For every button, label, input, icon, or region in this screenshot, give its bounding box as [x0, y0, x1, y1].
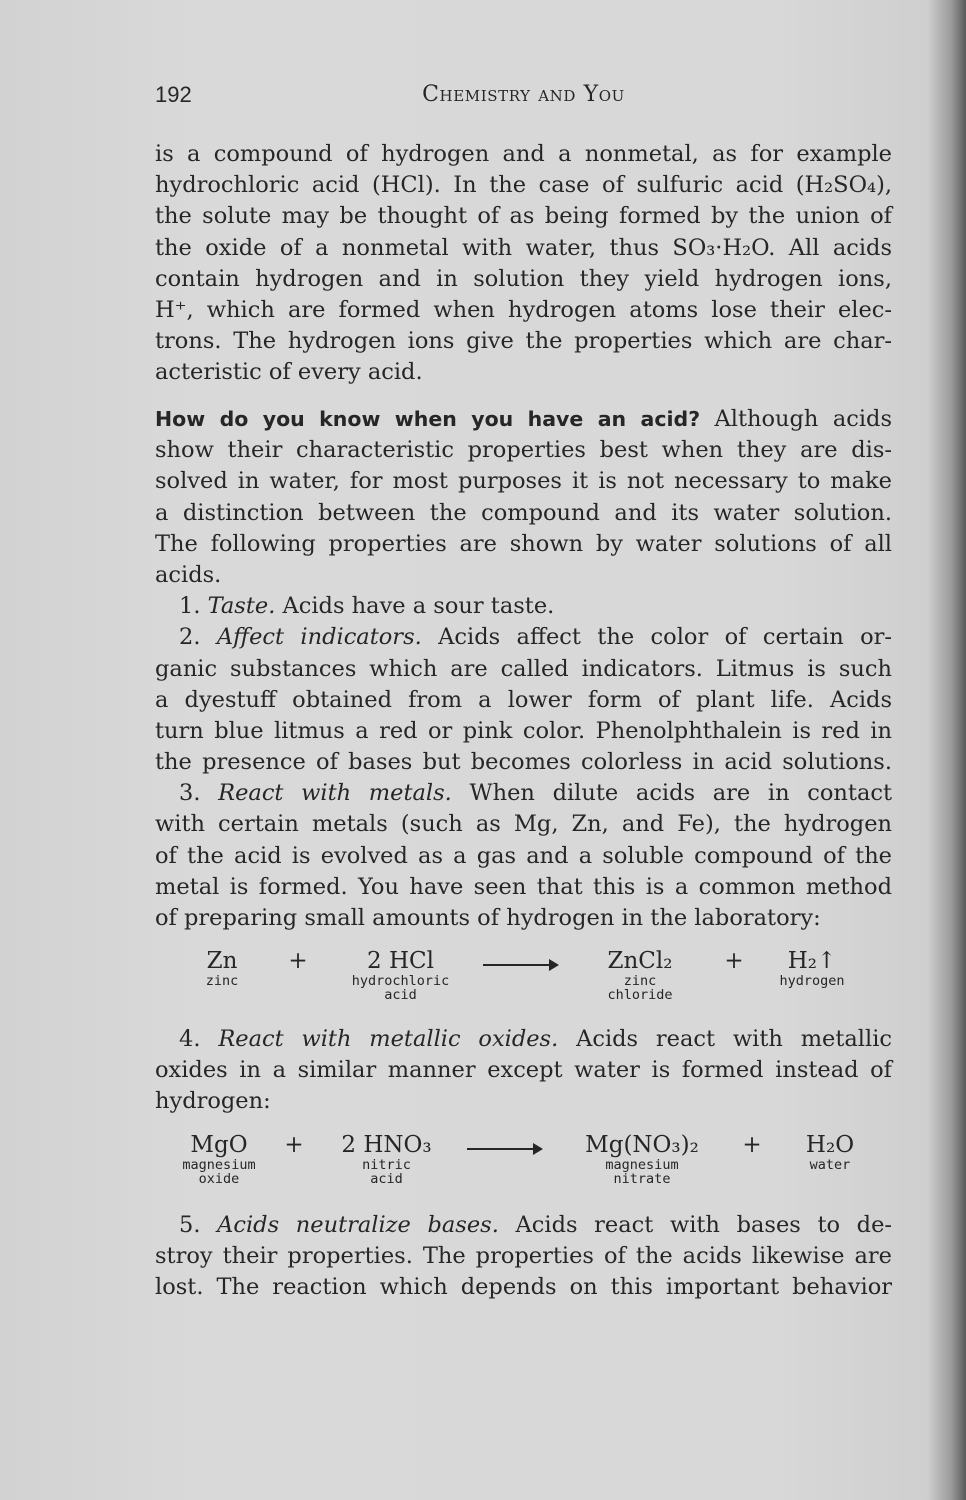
formula-label: nitrate	[613, 1171, 671, 1187]
section-lead-text: Although acids	[700, 406, 892, 432]
formula-label: acid	[370, 1171, 403, 1187]
text-line: hydrogen:	[155, 1088, 271, 1115]
text-line: lost. The reaction which depends on this important behavior	[155, 1274, 892, 1301]
formula-label: chloride	[607, 987, 673, 1003]
text-line: stroy their properties. The properties of the acids likewise are	[155, 1243, 892, 1270]
text-line: a distinction between the compound and its water solution.	[155, 499, 892, 526]
item-title: Acids neutralize bases.	[217, 1212, 499, 1238]
text-line: metal is formed. You have seen that this is a common method	[155, 873, 892, 900]
plus-sign: +	[288, 948, 308, 974]
item-text: Acids affect the color of certain or-	[421, 624, 892, 651]
eq-term-nitric-acid	[329, 1132, 444, 1186]
text-line: solved in water, for most purposes it is not necessary to make	[155, 468, 892, 495]
reaction-arrow	[467, 1148, 541, 1150]
text-line: with certain metals (such as Mg, Zn, and Fe), the hydrogen	[155, 811, 892, 838]
property-item-indicators	[155, 622, 892, 653]
text-line: turn blue litmus a red or pink color. Phenolphthalein is red in	[155, 717, 892, 744]
property-item-taste	[155, 591, 892, 622]
property-item-oxides	[155, 1024, 892, 1055]
reaction-arrow	[483, 964, 557, 966]
item-text: Acids react with metallic	[558, 1026, 893, 1052]
paragraph-acid-definition	[155, 139, 892, 389]
formula: 2 HNO₃	[341, 1132, 432, 1158]
item-number: 4.	[179, 1026, 201, 1052]
formula-label: water	[809, 1157, 851, 1173]
plus-sign: +	[742, 1132, 762, 1158]
text-line: of the acid is evolved as a gas and a soluble compound of the	[155, 842, 892, 869]
formula-label: hydrochloric	[351, 973, 450, 989]
formula: Mg(NO₃)₂	[585, 1132, 699, 1158]
item-title: React with metals.	[218, 780, 452, 807]
text-line: The following properties are shown by water solutions of all	[155, 530, 892, 557]
text-line: oxides in a similar manner except water is formed instead of	[155, 1057, 892, 1084]
text-line: show their characteristic properties best when they are dis-	[155, 437, 892, 464]
item-number: 2.	[179, 624, 201, 651]
formula-label: nitric	[362, 1157, 411, 1173]
item-number: 1.	[179, 593, 201, 620]
property-item-neutralize-block	[155, 1210, 892, 1304]
text-line: acids.	[155, 561, 222, 588]
item-number: 3.	[179, 780, 201, 807]
formula-label: zinc	[205, 973, 239, 989]
running-title: Chemistry and You	[422, 82, 625, 107]
eq-term-water	[785, 1132, 875, 1172]
item-number: 5.	[179, 1212, 201, 1238]
text-line: ganic substances which are called indicators. Litmus is such	[155, 655, 892, 682]
formula: Zn	[206, 948, 238, 974]
formula-label: hydrogen	[779, 973, 845, 989]
plus-sign: +	[284, 1132, 304, 1158]
page-header	[155, 82, 892, 114]
eq-term-zinc	[197, 948, 247, 988]
item-text: Acids react with bases to de-	[498, 1212, 893, 1238]
eq-term-hydrogen	[767, 948, 857, 988]
property-item-metals	[155, 778, 892, 809]
text-line: the solute may be thought of as being formed by the union of	[155, 203, 892, 230]
item-text: When dilute acids are in contact	[451, 780, 892, 807]
section-heading: How do you know when you have an acid?	[155, 407, 701, 431]
text-line: a dyestuff obtained from a lower form of plant life. Acids	[155, 686, 892, 713]
property-item-oxides-block	[155, 1024, 892, 1118]
property-item-neutralize	[155, 1210, 892, 1241]
formula: H₂↑	[787, 948, 837, 974]
equation-zinc-hcl	[155, 948, 892, 1018]
formula: ZnCl₂	[607, 948, 673, 974]
eq-term-hcl	[343, 948, 458, 1002]
eq-term-magnesium-oxide	[160, 1132, 278, 1186]
section-acid-properties	[155, 404, 892, 934]
text-line: H⁺, which are formed when hydrogen atoms lose their elec-	[155, 296, 892, 323]
text-line: trons. The hydrogen ions give the properties which are char-	[155, 328, 892, 355]
text-line: the presence of bases but becomes colorless in acid solutions.	[155, 749, 892, 776]
equation-mgo-hno3	[155, 1132, 892, 1202]
eq-term-zinc-chloride	[595, 948, 685, 1002]
formula-label: magnesium	[182, 1157, 256, 1173]
text-line: is a compound of hydrogen and a nonmetal, as for example	[155, 141, 892, 167]
item-text: Acids have a sour taste.	[275, 593, 555, 620]
page-number: 192	[155, 82, 192, 107]
formula: 2 HCl	[367, 948, 434, 974]
formula-label: magnesium	[605, 1157, 679, 1173]
text-line: hydrochloric acid (HCl). In the case of sulfuric acid (H₂SO₄),	[155, 172, 892, 199]
item-title: Taste.	[207, 593, 276, 620]
item-title: Affect indicators.	[216, 624, 422, 651]
formula-label: acid	[384, 987, 417, 1003]
plus-sign: +	[724, 948, 744, 974]
text-line: contain hydrogen and in solution they yield hydrogen ions,	[155, 265, 892, 292]
formula-label: oxide	[198, 1171, 240, 1187]
item-title: React with metallic oxides.	[218, 1026, 559, 1052]
text-line: of preparing small amounts of hydrogen in the laboratory:	[155, 905, 821, 931]
text-line: acteristic of every acid.	[155, 359, 423, 386]
eq-term-magnesium-nitrate	[567, 1132, 717, 1186]
section-first-line	[155, 404, 892, 435]
formula-label: zinc	[623, 973, 657, 989]
formula: MgO	[190, 1132, 248, 1158]
text-line: the oxide of a nonmetal with water, thus SO₃·H₂O. All acids	[155, 234, 892, 261]
formula: H₂O	[805, 1132, 855, 1158]
